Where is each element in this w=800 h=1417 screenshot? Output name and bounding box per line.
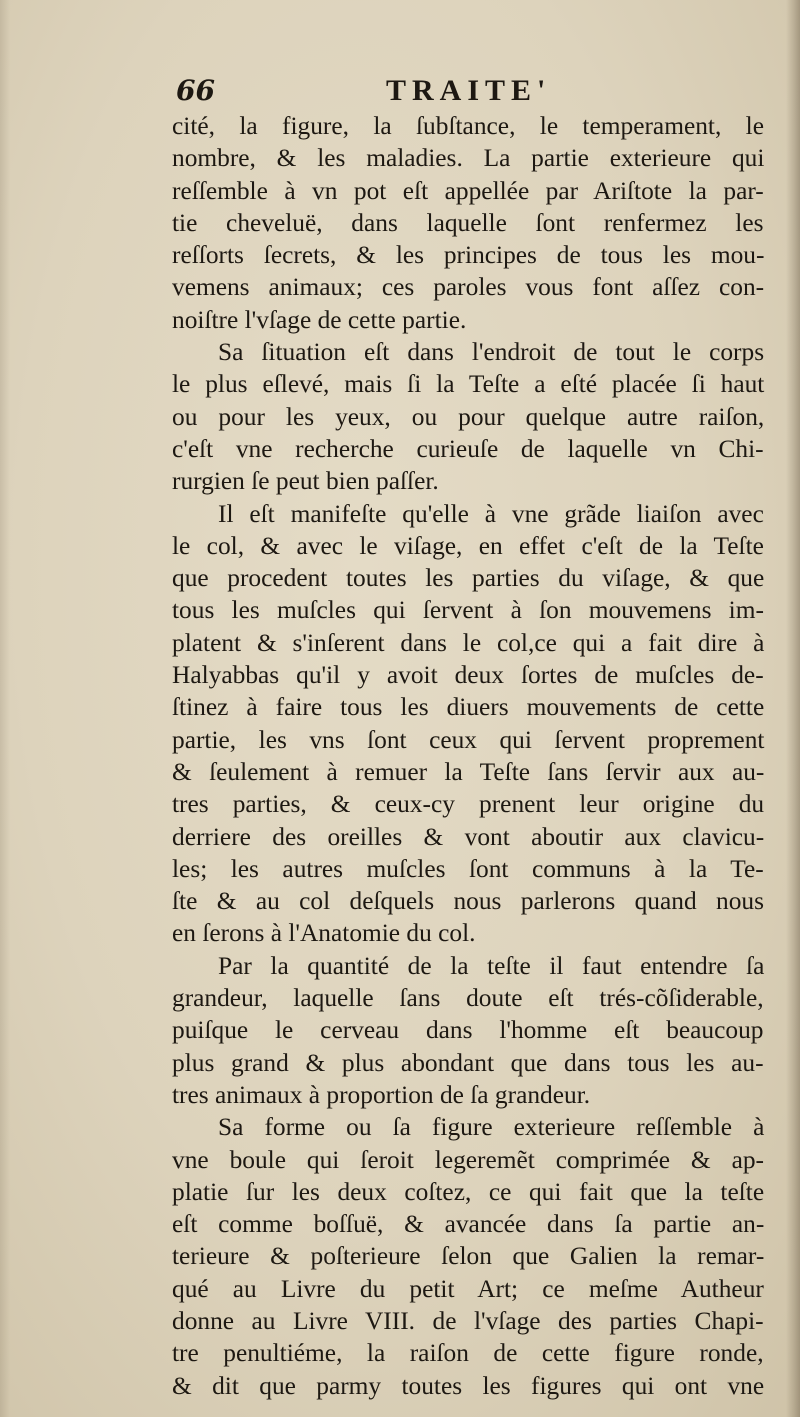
text-line: tous les muſcles qui ſervent à ſon mouvemens im- — [172, 596, 764, 625]
text-line: noiſtre l'vſage de cette partie. — [172, 305, 467, 334]
text-line: que procedent toutes les parties du viſage, & que — [172, 564, 765, 593]
text-line: reſſemble à vn pot eſt appellée par Ariſtote la par- — [172, 176, 764, 205]
text-line: platent & s'inſerent dans le col,ce qui a fait dire à — [172, 628, 765, 657]
text-line: eſt comme boſſuë, & avancée dans ſa partie an- — [172, 1210, 765, 1239]
text-line: donne au Livre VIII. de l'vſage des parties Chapi- — [172, 1306, 764, 1335]
page-left-shadow — [0, 0, 10, 1417]
text-line: & dit que parmy toutes les figures qui ont vne — [172, 1371, 765, 1400]
text-line: vne boule qui ſeroit legeremẽt comprimée & ap- — [172, 1145, 764, 1174]
text-line: terieure & poſterieure ſelon que Galien la remar- — [172, 1242, 765, 1271]
text-line: nombre, & les maladies. La partie exterieure qui — [172, 144, 765, 173]
text-line: en ſerons à l'Anatomie du col. — [172, 919, 476, 948]
text-line: derriere des oreilles & vont aboutir aux clavicu- — [172, 822, 765, 851]
text-line: tres animaux à proportion de ſa grandeur. — [172, 1080, 591, 1109]
text-line: platie ſur les deux coſtez, ce qui fait que la teſte — [172, 1177, 765, 1206]
text-line: Il eſt manifeſte qu'elle à vne grãde liaiſon avec — [218, 499, 764, 528]
running-title: TRAITE' — [386, 74, 552, 107]
text-line: tres parties, & ceux-cy prenent leur origine du — [172, 790, 765, 819]
text-line: le col, & avec le viſage, en effet c'eſt de la Teſte — [172, 531, 764, 560]
body-text — [172, 110, 764, 1402]
text-line: tie cheveluë, dans laquelle ſont renfermez les — [172, 208, 764, 237]
text-line: c'eſt vne recherche curieuſe de laquelle vn Chi- — [172, 434, 764, 463]
text-line: ou pour les yeux, ou pour quelque autre raiſon, — [172, 402, 765, 431]
text-line: le plus eſlevé, mais ſi la Teſte a eſté placée ſi haut — [172, 370, 765, 399]
text-line: ſte & au col deſquels nous parlerons quand nous — [172, 887, 764, 916]
text-line: Par la quantité de la teſte il faut entendre ſa — [218, 951, 765, 980]
text-line: reſſorts ſecrets, & les principes de tous les mou- — [172, 241, 765, 270]
text-line: qué au Livre du petit Art; ce meſme Autheur — [172, 1274, 764, 1303]
text-line: puiſque le cerveau dans l'homme eſt beaucoup — [172, 1016, 764, 1045]
page-number: 66 — [176, 74, 215, 107]
text-line: grandeur, laquelle ſans doute eſt trés-cõſiderable, — [172, 984, 764, 1013]
text-line: Sa ſituation eſt dans l'endroit de tout le corps — [218, 338, 765, 367]
text-line: ſtinez à faire tous les diuers mouvements de cette — [172, 693, 765, 722]
page-right-edge — [786, 0, 800, 1417]
text-line: & ſeulement à remuer la Teſte ſans ſervir aux au- — [172, 757, 765, 786]
page-header — [172, 74, 772, 114]
text-line: cité, la figure, la ſubſtance, le temperament, le — [172, 112, 764, 140]
text-line: plus grand & plus abondant que dans tous les au- — [172, 1048, 764, 1077]
text-line: Halyabbas qu'il y avoit deux ſortes de muſcles de- — [172, 661, 764, 690]
text-line: tre penultiéme, la raiſon de cette figure ronde, — [172, 1339, 764, 1368]
text-line: partie, les vns ſont ceux qui ſervent proprement — [172, 725, 765, 754]
text-line: rurgien ſe peut bien paſſer. — [172, 467, 439, 496]
text-line: vemens animaux; ces paroles vous font aſſez con- — [172, 273, 765, 302]
text-line: les; les autres muſcles ſont communs à la Te- — [172, 854, 764, 883]
text-line: Sa forme ou ſa figure exterieure reſſemble à — [218, 1113, 765, 1142]
